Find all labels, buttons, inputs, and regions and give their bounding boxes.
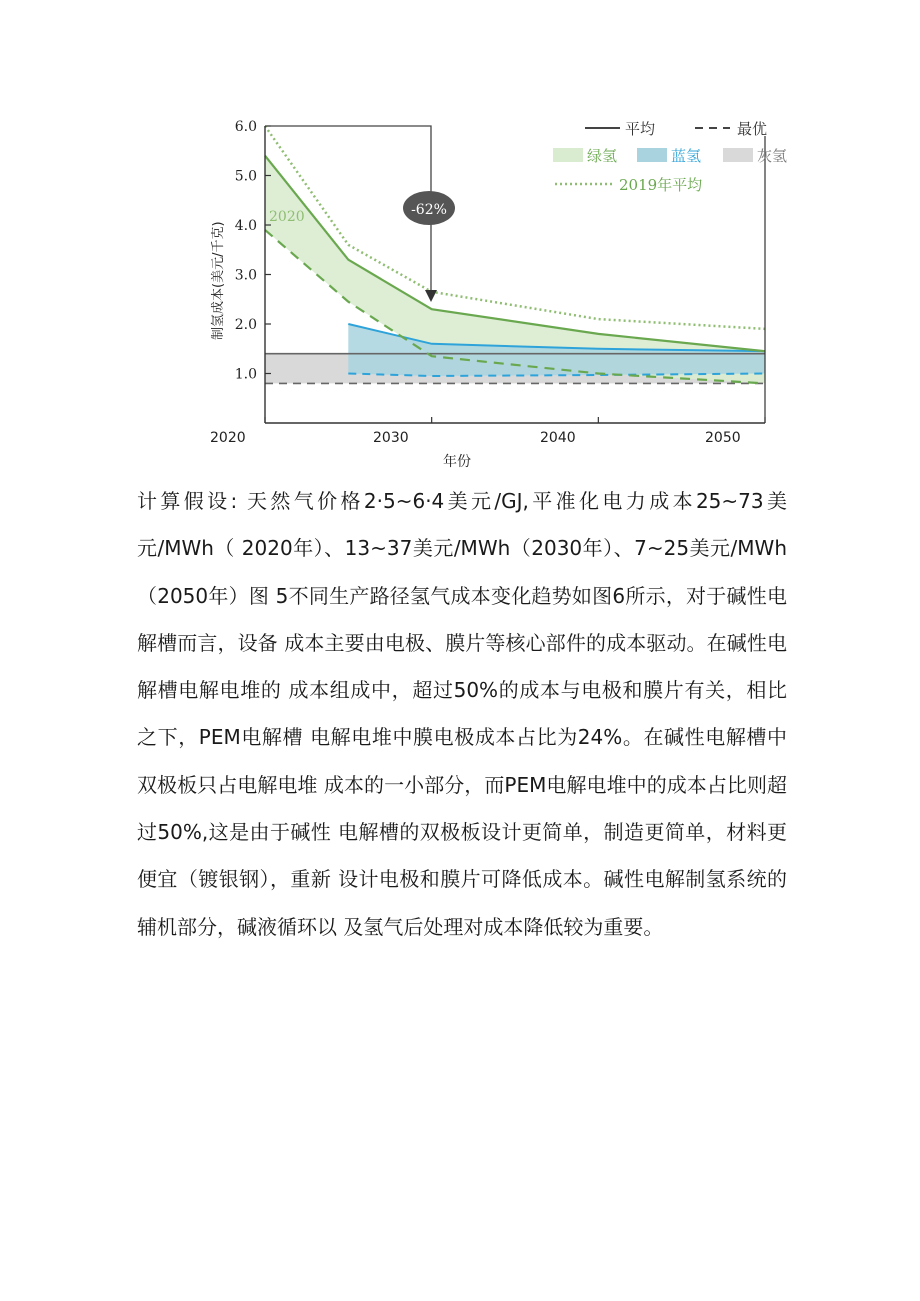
body-paragraph xyxy=(137,478,787,951)
paragraph-line: 电解电堆中膜电极成本占比为24%。在碱性电解槽中双极板只占电解电堆 xyxy=(137,725,788,797)
legend-green-label: 绿氢 xyxy=(587,147,618,165)
legend-blue-label: 蓝氢 xyxy=(671,147,702,165)
legend-best-label: 最优 xyxy=(737,120,768,138)
y-axis-label: 制氢成本(美元/千克) xyxy=(211,221,226,340)
legend xyxy=(553,120,787,194)
paragraph-line: 2020年）、13~37美元/MWh（2030年）、7~25美元/MWh（2050年）图 xyxy=(137,536,787,608)
legend-green-swatch xyxy=(553,148,583,162)
x-tick-label: 2020 xyxy=(210,430,246,446)
legend-avg-label: 平均 xyxy=(625,120,656,138)
paragraph-line: 成本主要由电极、膜片等核心部件的成本驱动。在碱性电解槽电解电堆的 xyxy=(137,630,788,703)
paragraph-line: 电解槽的双极板设计更简单，制造更简单，材料更便宜（镀银钢），重新 xyxy=(137,820,788,892)
callout-label: -62% xyxy=(411,202,447,218)
legend-blue-swatch xyxy=(637,148,667,162)
legend-gray-label: 灰氢 xyxy=(757,147,788,165)
x-tick-label: 2030 xyxy=(373,430,409,446)
y-tick-label: 6.0 xyxy=(234,119,257,135)
x-axis-label: 年份 xyxy=(443,454,471,470)
callout-arrow-icon xyxy=(425,290,437,302)
y-tick-label: 3.0 xyxy=(234,267,257,284)
paragraph-line: 计算假设: 天然气价格2·5~6·4美元/GJ,平准化电力成本25~73美元/MWh（ xyxy=(137,489,787,561)
paragraph-line: 设计电极和膜片可降低成本。碱性电解制氢系统的辅机部分，碱液循环以 xyxy=(137,867,788,939)
x-tick-label: 2050 xyxy=(705,430,741,446)
paragraph-line: 5不同生产路径氢气成本变化趋势如图6所示，对于碱性电解槽而言，设备 xyxy=(137,583,787,655)
x-tick-label: 2040 xyxy=(540,430,576,446)
y-tick-label: 5.0 xyxy=(234,168,257,185)
paragraph-line: 成本组成中，超过50%的成本与电极和膜片有关，相比之下，PEM电解槽 xyxy=(137,678,788,750)
series-2020-label: 2020 xyxy=(269,209,305,225)
legend-gray-swatch xyxy=(723,148,753,162)
hydrogen-cost-chart xyxy=(195,110,795,480)
paragraph-line: 及氢气后处理对成本降低较为重要。 xyxy=(343,914,664,939)
y-tick-label: 4.0 xyxy=(234,218,257,234)
paragraph-line: 成本的一小部分，而PEM电解电堆中的成本占比则超过50%,这是由于碱性 xyxy=(137,772,788,845)
y-tick-label: 2.0 xyxy=(234,317,257,333)
legend-2019-label: 2019年平均 xyxy=(619,176,703,194)
hydrogen-cost-figure xyxy=(195,110,795,480)
y-tick-label: 1.0 xyxy=(234,366,257,383)
